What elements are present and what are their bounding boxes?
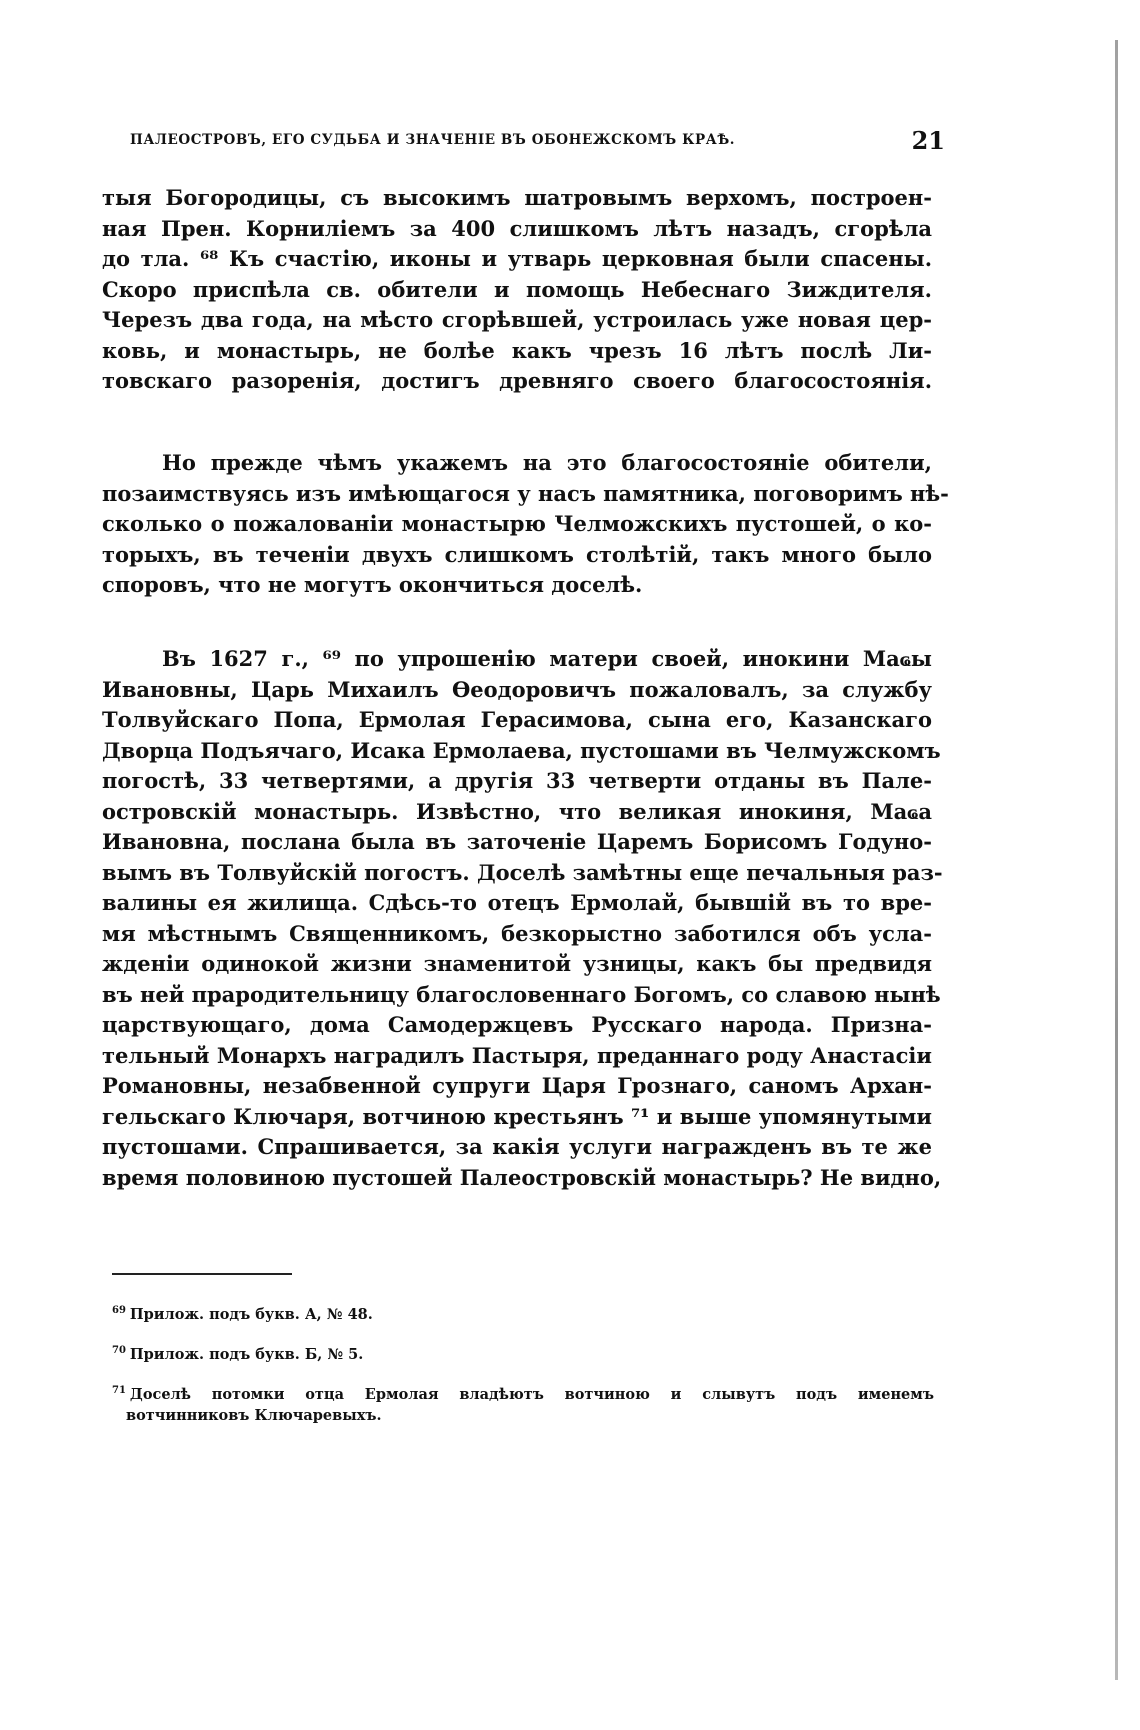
footnote-mark: 71 [112, 1384, 126, 1396]
text-line: торыхъ, въ теченіи двухъ слишкомъ столѣтій, такъ много было [102, 541, 932, 567]
text-line: островскій монастырь. Извѣстно, что великая инокиня, Маҩа [102, 798, 932, 824]
text-line: валины ея жилища. Сдѣсь-то отецъ Ермолай, бывшій въ то вре- [102, 890, 932, 915]
footnote-mark: 70 [112, 1344, 126, 1356]
paragraph-3 [102, 644, 943, 1193]
footnote-separator [112, 1273, 292, 1275]
paragraph-1 [102, 183, 932, 397]
text-line: гельскаго Ключаря, вотчиною крестьянъ ⁷¹ и выше упомянутыми [102, 1103, 932, 1129]
text-line: позаимствуясь изъ имѣющагося у насъ памятника, поговоримъ нѣ- [102, 480, 949, 506]
text-line: товскаго разоренія, достигъ древняго своего благосостоянія. [102, 368, 932, 393]
text-line: Романовны, незабвенной супруги Царя Грознаго, саномъ Архан- [102, 1073, 932, 1098]
footnote-text: Прилож. подъ букв. А, № 48. [129, 1305, 373, 1323]
text-line: до тла. ⁶⁸ Къ счастію, иконы и утварь церковная были спасены. [102, 246, 932, 271]
text-line: время половиною пустошей Палеостровскій монастырь? Не видно, [102, 1164, 942, 1190]
text-line: Ивановны, Царь Михаилъ Ѳеодоровичъ пожаловалъ, за службу [102, 676, 932, 702]
text-line: тельный Монархъ наградилъ Пастыря, преданнаго роду Анастасіи [102, 1042, 932, 1068]
text-line: Черезъ два года, на мѣсто сгорѣвшей, устроилась уже новая цер- [102, 307, 932, 332]
footnote-text: Прилож. подъ букв. Б, № 5. [129, 1345, 364, 1363]
text-line: вымъ въ Толвуйскій погостъ. Доселѣ замѣтны еще печальныя раз- [102, 859, 943, 885]
page-number: 21 [911, 126, 945, 155]
text-line: Ивановна, послана была въ заточеніе Царемъ Борисомъ Годуно- [102, 829, 932, 854]
paragraph-2 [102, 448, 949, 601]
text-line: царствующаго, дома Самодержцевъ Русскаго народа. Призна- [102, 1012, 932, 1037]
scan-edge-artifact [1115, 40, 1118, 1680]
text-line: ковь, и монастырь, не болѣе какъ чрезъ 16 лѣтъ послѣ Ли- [102, 337, 932, 363]
text-line: мя мѣстнымъ Священникомъ, безкорыстно заботился объ усла- [102, 920, 932, 946]
footnote-71 [112, 1380, 934, 1428]
text-line: сколько о пожалованіи монастырю Челможскихъ пустошей, о ко- [102, 511, 932, 536]
text-line: споровъ, что не могутъ окончиться доселѣ. [102, 572, 643, 597]
footnote-70 [112, 1340, 934, 1366]
text-line: тыя Богородицы, съ высокимъ шатровымъ верхомъ, построен- [102, 185, 932, 210]
text-line: Въ 1627 г., ⁶⁹ по упрошенію матери своей, инокини Маҩы [162, 646, 932, 671]
text-line: Дворца Подъячаго, Исака Ермолаева, пустошами въ Челмужскомъ [102, 737, 941, 763]
text-line: Но прежде чѣмъ укажемъ на это благосостояніе обители, [162, 450, 932, 475]
text-line: Толвуйскаго Попа, Ермолая Герасимова, сына его, Казанскаго [102, 707, 932, 732]
text-line: Скоро приспѣла св. обители и помощь Небеснаго Зиждителя. [102, 276, 932, 302]
text-line: погостѣ, 33 четвертями, а другія 33 четверти отданы въ Пале- [102, 768, 932, 793]
footnote-line: вотчинниковъ Ключаревыхъ. [126, 1407, 382, 1425]
running-title: ПАЛЕОСТРОВЪ, ЕГО СУДЬБА И ЗНАЧЕНІЕ ВЪ ОБОНЕЖСКОМЪ КРАѢ. [130, 132, 736, 148]
footnote-line [112, 1380, 934, 1406]
text-line: ная Прен. Корниліемъ за 400 слишкомъ лѣтъ назадъ, сгорѣла [102, 215, 932, 241]
running-header [130, 126, 945, 155]
footnote-69 [112, 1300, 934, 1326]
footnote-mark: 69 [112, 1305, 126, 1316]
text-line: пустошами. Спрашивается, за какія услуги награжденъ въ те же [102, 1134, 932, 1159]
text-line: жденіи одинокой жизни знаменитой узницы, какъ бы предвидя [102, 951, 932, 976]
footnotes [112, 1300, 934, 1441]
footnote-text: Доселѣ потомки отца Ермолая владѣютъ вотчиною и слывутъ подъ именемъ [129, 1385, 934, 1403]
text-line: въ ней прародительницу благословеннаго Богомъ, со славою нынѣ [102, 981, 941, 1007]
